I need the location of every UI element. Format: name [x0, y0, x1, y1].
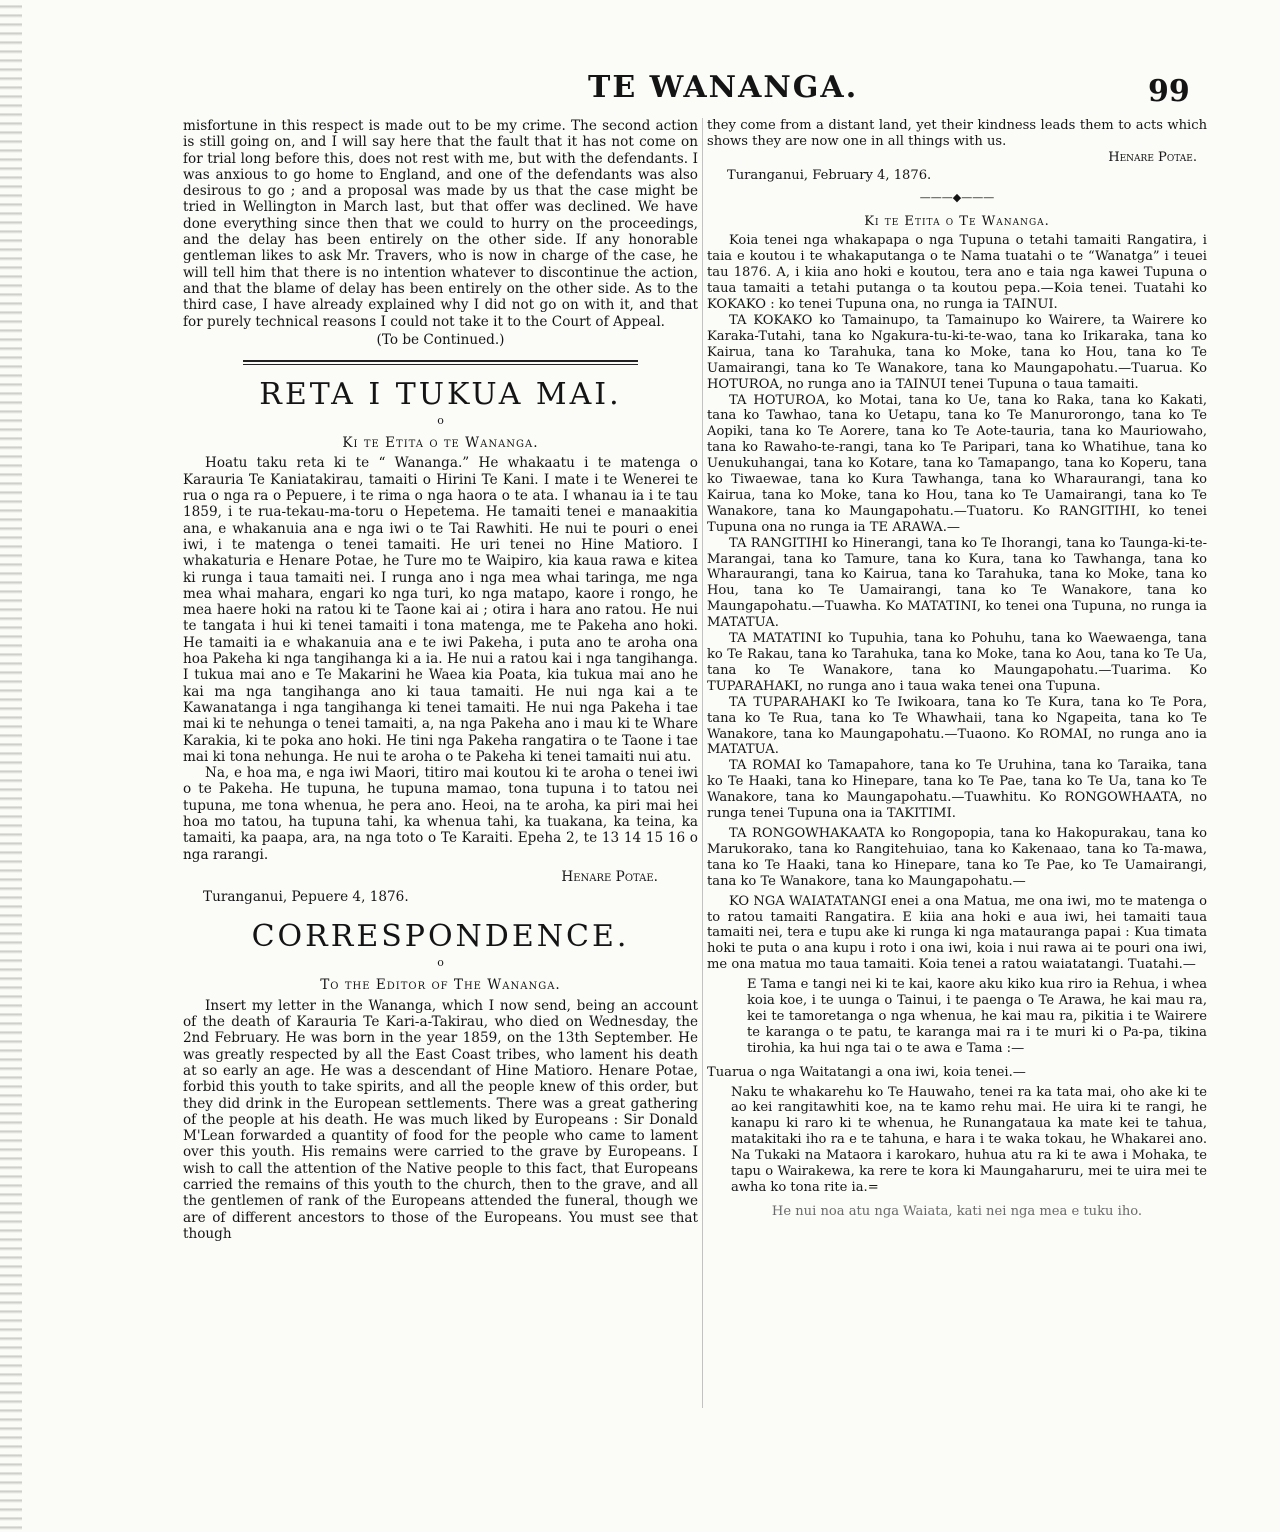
reta-paragraph: Hoatu taku reta ki te “ Wananga.” He whakaatu i te matenga o Karauria Te Kaniatakirau, tamaiti o Hirini Te Kani. I mate i te Wenerei te rua o nga ra o Pepuere, i te rima o nga haora o te ata. I whanau ia i te tau 1859, i te rua-tekau-ma-toru o Hepetema. He tamaiti tenei e manaakitia ana, e whakanuia ana e nga iwi o te Tai Rawhiti. He nui te pouri o enei iwi, i te matenga o tenei tamaiti. He uri tenei no Hine Matioro. I whakaturia e Henare Potae, he Ture mo te Waipiro, kia kaua rawa e kitea ki runga i taua tamaiti nei. I runga ano i nga mea whai taringa, me nga mea whai mahara, engari ko nga turi, ko nga matapo, kaore i rongo, he mea haere hoki na ratou ki te Taone kai ai ; otira i hara ano ratou. He nui te tangata i hui ki tenei tamaiti i tona matenga, me te Pakeha ano hoki. He tamaiti ia e whakanuia ana e te iwi Pakeha, i puta ano te aroha ona hoa Pakeha ki nga tangihanga ki a ia. He nui a ratou kai i nga tangihanga. I tukua mai ano e Te Makarini he Waea kia Poata, kia tukua mai ano he kai ma nga tangihanga ano ki taua tamaiti. He nui nga kai a te Kawanatanga i nga tangihanga ki tenei tamaiti. He nui nga Pakeha i tae mai ki te nehunga o tenei tamaiti, a, na nga Pakeha ano i mau ki te Whare Karakia, ki te poka ano hoki. He tini nga Pakeha rangatira o te Taone i tae mai ki tona nehunga. He nui te aroha o te Pakeha ki tenei tamaiti nui atu.: [183, 455, 698, 765]
column-divider: [702, 118, 703, 1408]
lament-intro-paragraph: KO NGA WAIATATANGI enei a ona Matua, me ona iwi, mo te matenga o to ratou tamaiti Rangatira. E kiia ana hoki e aua iwi, hei tamaiti taua tamaiti nei, tera e tupu ake ki runga ki nga matauranga papai : Kua timata hoki te puta o ana kupu i roto i ona iwi, koia i nui rawa ai te pouri ona iwi, me ona matua mo taua tamaiti. Koia tenei a ratou waiatatangi. Tuatahi.—: [707, 893, 1207, 973]
genealogy-subhead: Ki te Etita o Te Wananga.: [864, 213, 1050, 229]
genealogy-paragraph: TA MATATINI ko Tupuhia, tana ko Pohuhu, tana ko Waewaenga, tana ko Te Rakau, tana ko Tarahuka, tana ko Moke, tana ko Aou, tana ko Te Ua, tana ko Te Wanakore, tana ko Maungapohatu.—Tuarima. Ko TUPARAHAKI, no runga ano i taua waka tenei ona Tupuna.: [707, 631, 1207, 694]
correspondence-heading: CORRESPONDENCE.: [251, 919, 630, 955]
to-be-continued: (To be Continued.): [376, 331, 505, 348]
reta-signature: Henare Potae.: [561, 868, 658, 885]
right-column: [707, 118, 1207, 1220]
genealogy-paragraph: TA RANGITIHI ko Hinerangi, tana ko Te Ihorangi, tana ko Taunga-ki-te-Marangai, tana ko Tamure, tana ko Kura, tana ko Tawhanga, tana ko Wharaurangi, tana ko Kairua, tana ko Tarahuka, tana ko Moke, tana ko Hou, tana ko Te Uamairangi, tana ko Te Wanakore, tana ko Maungapohatu.—Tuawha. Ko MATATINI, ko tenei ona Tupuna, no runga ia MATATUA.: [707, 535, 1207, 631]
correspondence-carryover: they come from a distant land, yet their kindness leads them to acts which shows they are now one in all things with us.: [707, 118, 1207, 149]
page-edge-scan-border: [0, 0, 22, 1532]
reta-heading: RETA I TUKUA MAI.: [259, 377, 622, 413]
double-rule-divider: [243, 360, 638, 365]
genealogy-paragraph: TA TUPARAHAKI ko Te Iwikoara, tana ko Te Kura, tana ko Te Pora, tana ko Te Rua, tana ko Te Whawhaii, tana ko Ngapeita, tana ko Te Wanakore, tana ko Maungapohatu.—Tuaono. Ko ROMAI, no runga ano ia MATATUA.: [707, 694, 1207, 758]
reta-subhead: Ki te Etita o te Wananga.: [342, 435, 539, 452]
genealogy-paragraph: TA KOKAKO ko Tamainupo, ta Tamainupo ko Wairere, ta Wairere ko Karaka-Tutahi, tana ko Ngakura-tu-ki-te-wao, tana ko Irikaraka, tana ko Kairua, tana ko Tarahuka, tana ko Moke, tana ko Hou, tana ko Te Uamairangi, tana ko Te Wanakore, tana ko Maungapohatu.—Tuarua. Ko HOTUROA, no runga ano ia TAINUI tenei Tupuna o taua tamaiti.: [707, 312, 1207, 392]
newspaper-title: TE WANANGA.: [588, 70, 859, 105]
speech-continuation-paragraph: misfortune in this respect is made out to be my crime. The second action is still going on, and I will say here that the fault that it has not come on for trial long before this, does not rest with me, but with the defendants. I was anxious to go home to England, and one of the defendants was also desirous to go ; and a proposal was made by us that the case might be tried in Wellington in March last, but that offer was declined. We have done everything since then that we could to hurry on the proceedings, and the delay has been entirely on the other side. If any honorable gentleman likes to ask Mr. Travers, who is now in charge of the case, he will tell him that there is no intention whatever to discontinue the action, and that the blame of delay has been entirely on the other side. As to the third case, I have already explained why I did not go on with it, and that for purely technical reasons I could not take it to the Court of Appeal.: [183, 118, 698, 330]
correspondence-subhead: To the Editor of The Wananga.: [320, 977, 561, 994]
carryover-dateline: Turanganui, February 4, 1876.: [727, 167, 932, 183]
lament-verse: Naku te whakarehu ko Te Hauwaho, tenei ra ka tata mai, oho ake ki te ao kei rangitawhiti koe, na te kamo rehu mai. He uira ki te rangi, he kanapu ki raro ki te whenua, he Runangataua ka mate kei te tahua, matakitaki iho ra e te tahuna, e hara i te waka tokau, he Whakarei ano. Na Tukaki na Mataora i karokaro, huhua atu ra ki te awa i Mohaka, te tapu o Wairakewa, ka rere te kora ki Maungaharuru, mei te uira mei te awha ko tona rite ia.=: [731, 1084, 1207, 1195]
reta-dateline: Turanganui, Pepuere 4, 1876.: [203, 889, 409, 906]
correspondence-paragraph: Insert my letter in the Wananga, which I now send, being an account of the death of Karauria Te Kari-a-Takirau, who died on Wednesday, the 2nd February. He was born in the year 1859, on the 13th September. He was greatly respected by all the East Coast tribes, who lament his death at so early an age. He was a descendant of Hine Matioro. Henare Potae, forbid this youth to take spirits, and all the people knew of this order, but they did drink in the European settlements. There was a great gathering of the people at his death. He was much liked by Europeans : Sir Donald M'Lean forwarded a quantity of food for the people who came to lament over this youth. His remains were carried to the grave by Europeans. I wish to call the attention of the Native people to this fact, that Europeans carried the remains of this youth to the church, then to the grave, and all the gentlemen of rank of the Europeans attended the funeral, though we are of different ancestors to those of the Europeans. You must see that though: [183, 997, 698, 1242]
left-column: [183, 118, 698, 1242]
genealogy-paragraph: Koia tenei nga whakapapa o nga Tupuna o tetahi tamaiti Rangatira, i taia e koutou i te whakaputanga o te Nama tuatahi o te “Wanatga” i teuei tau 1876. A, i kiia ano hoki e koutou, tera ano e taia nga kawei Tupuna o taua tamaiti a tetahi putanga o ta koutou pepa.—Koia tenei. Tuatahi ko KOKAKO : ko tenei Tupuna ona, no runga ia TAINUI.: [707, 233, 1207, 313]
carryover-signature: Henare Potae.: [1108, 149, 1197, 165]
genealogy-paragraph: TA HOTUROA, ko Motai, tana ko Ue, tana ko Raka, tana ko Kakati, tana ko Tawhao, tana ko Uetapu, tana ko Te Manurorongo, tana ko Te Aopiki, tana ko Te Aorere, tana ko Te Aote-tauria, tana ko Mauriowaho, tana ko Rawaho-te-rangi, tana ko Te Paripari, tana ko Whatihue, tana ko Uenukuhangai, tana ko Kotare, tana ko Tamapango, tana ko Koperu, tana ko Tiwaewae, tana ko Kura Tawhanga, tana ko Wharaurangi, tana ko Kairua, tana ko Moke, tana ko Hou, tana ko Te Uamairangi, tana ko Te Wanakore, tana ko Maungapohatu.—Tuatoru. Ko RANGITIHI, ko tenei Tupuna ona no runga ia TE ARAWA.—: [707, 392, 1207, 535]
second-lament-intro: Tuarua o nga Waitatangi a ona iwi, koia tenei.—: [707, 1064, 1026, 1080]
genealogy-paragraph: TA ROMAI ko Tamapahore, tana ko Te Uruhina, tana ko Taraika, tana ko Te Haaki, tana ko Hinepare, tana ko Te Pae, tana ko Te Ua, tana ko Te Wanakore, tana ko Maungapohatu.—Tuawhitu. Ko RONGOWHAATA, no runga tenei Tupuna ona ia TAKITIMI.: [707, 758, 1207, 822]
lament-verse: E Tama e tangi nei ki te kai, kaore aku kiko kua riro ia Rehua, i whea koia koe, i te uunga o Tainui, i te paenga o Te Arawa, he kai mau ra, kei te tamoretanga o nga whenua, he kai mau ra, pikitia i te Wairere te karanga o te patu, te karanga mai ra i te muri ki o Pa-pa, tikina tirohia, ka hui nga tai o te awa e Tama :—: [747, 977, 1207, 1056]
faded-closing-line: He nui noa atu nga Waiata, kati nei nga mea e tuku iho.: [771, 1203, 1143, 1219]
section-separator: ———◆———: [919, 190, 995, 204]
genealogy-paragraph: TA RONGOWHAKAATA ko Rongopopia, tana ko Hakopurakau, tana ko Marukorako, tana ko Rangitehuiao, tana ko Kakenaao, tana ko Ta-mawa, tana ko Te Haaki, tana ko Hinepare, tana ko Te Pae, ko Te Uamairangi, tana ko Te Wanakore, tana ko Maungapohatu.—: [707, 825, 1207, 889]
heading-ornament: o: [437, 956, 444, 970]
heading-ornament: o: [437, 414, 444, 428]
page-number: 99: [1148, 74, 1190, 109]
reta-paragraph: Na, e hoa ma, e nga iwi Maori, titiro mai koutou ki te aroha o tenei iwi o te Pakeha. He tupuna, he tupuna mamao, tona tupuna i to tatou nei tupuna, me tona whenua, he pera ano. Heoi, na te aroha, ka piri mai hei hoa mo tatou, ha tupuna tahi, ka whenua tahi, ka tuakana, ka teina, ka tamaiti, ka paapa, ara, na nga toto o Te Karaiti. Epeha 2, te 13 14 15 16 o nga rarangi.: [183, 765, 698, 863]
